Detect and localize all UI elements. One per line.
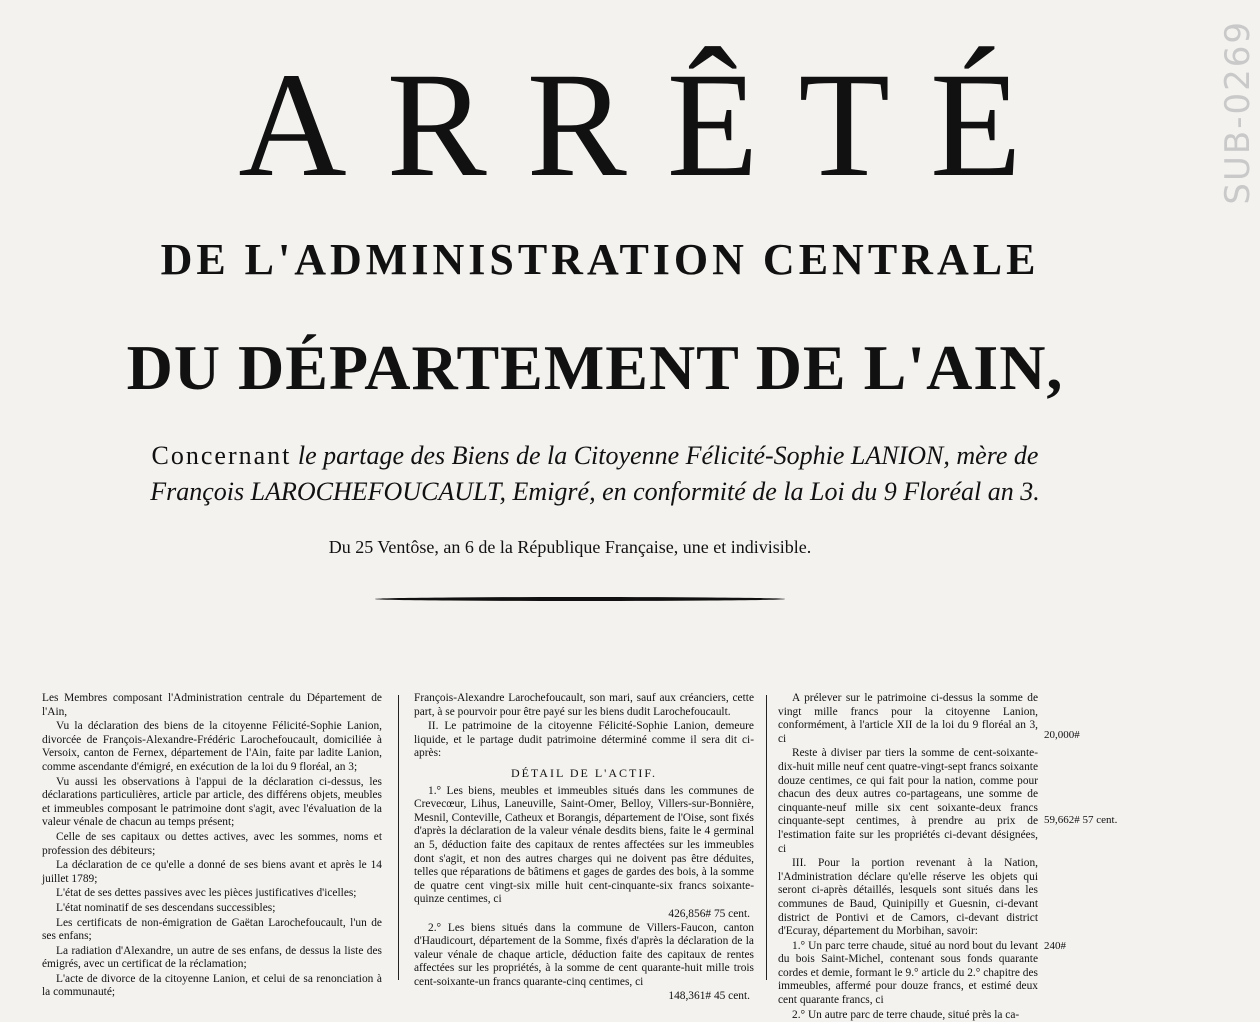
ornamental-rule: [375, 597, 785, 601]
column-divider: [398, 695, 399, 980]
margin-amount: 59,662# 57 cent.: [1044, 814, 1118, 826]
paragraph: L'état nominatif de ses descendans successibles;: [56, 901, 276, 914]
concern-paragraph: [55, 438, 1135, 510]
margin-amount: 240#: [1044, 940, 1066, 952]
dateline: Du 25 Ventôse, an 6 de la République Française, une et indivisible.: [328, 537, 812, 557]
archive-shelfmark: SUB-0269: [1218, 20, 1258, 205]
paragraph: III. Pour la portion revenant à la Nation, l'Administration déclare qu'elle réserve les objets qui seront ci-après détaillés, lesquels sont situés dans les communes de Baud, Quinipilly et Guesnin, ci-devant district de Pontivi et de Camors, ci-devant district d'Ecuray, département du Morbihan, savoir:: [778, 857, 1038, 938]
concern-text-line1: le partage des Biens de la Citoyenne Félicité-Sophie LANION, mère de: [297, 441, 1039, 470]
paragraph: François-Alexandre Larochefoucault, son mari, sauf aux créanciers, cette part, à se pourvoir pour être payé sur les biens dudit Larochefoucault.: [414, 692, 754, 718]
amount: 426,856# 75 cent.: [668, 907, 750, 920]
concern-text-line2: François LAROCHEFOUCAULT, Emigré, en conformité de la Loi du 9 Floréal an 3.: [150, 477, 1040, 506]
paragraph: Vu aussi les observations à l'appui de la déclaration ci-dessus, les déclarations particulières, article par article, des différens objets, meubles et immeubles composant le patrimoine dont s'agit, avec l'évaluation de la valeur vénale de chacun au temps présent;: [42, 775, 382, 829]
paragraph: Vu la déclaration des biens de la citoyenne Félicité-Sophie Lanion, divorcée de François-Alexandre-Frédéric Larochefoucault, domiciliée à Versoix, canton de Fernex, département de l'Ain, faite par ladite Lanion, comme ascendante d'émigré, en exécution de la loi du 9 floréal, an 3;: [42, 720, 382, 773]
margin-amount: 20,000#: [1044, 729, 1080, 741]
concern-lead: Concernant: [151, 441, 292, 470]
paragraph: La radiation d'Alexandre, un autre de ses enfans, de dessus la liste des émigrés, avec un certificat de la réclamation;: [42, 944, 382, 971]
text-column-2: [414, 692, 754, 1003]
paragraph: A prélever sur le patrimoine ci-dessus la somme de vingt mille francs pour la citoyenne Lanion, conformément, à l'article XII de la loi du 9 floréal an 3, ci: [778, 692, 1038, 745]
paragraph: Les Membres composant l'Administration centrale du Département de l'Ain,: [42, 692, 382, 718]
paragraph: Les certificats de non-émigration de Gaëtan Larochefoucault, l'un de ses enfans;: [42, 916, 382, 943]
paragraph: II. Le patrimoine de la citoyenne Félicité-Sophie Lanion, demeure liquide, et le partage dudit patrimoine déterminé comme il sera dit ci-après:: [414, 720, 754, 760]
section-heading-actif: DÉTAIL DE L'ACTIF.: [510, 765, 658, 780]
amount: 148,361# 45 cent.: [668, 990, 750, 1003]
page-title: ARRÊTÉ: [238, 42, 1062, 208]
subtitle-department: DU DÉPARTEMENT DE L'AIN,: [126, 332, 1064, 403]
paragraph: 2.° Les biens situés dans la commune de Villers-Faucon, canton d'Haudicourt, département de la Somme, fixés d'après la déclaration de la valeur vénale de chaque article, déduction faite des capitaux de rentes affectées sur les propriétés, à la somme de cent quarante-huit mille trois cent-soixante-un francs quarante-cinq centimes, ci: [414, 921, 754, 988]
paragraph: 1.° Les biens, meubles et immeubles situés dans les communes de Crevecœur, Lihus, Laneuville, Saint-Omer, Belloy, Villers-sur-Bonnière, Mesnil, Conteville, Catheux et Borangis, département de l'Oise, sont fixés d'après la déclaration de la valeur vénale desdits biens, faite le 4 germinal an 5, déduction faite des capitaux de rentes affectées sur les immeubles dont s'agit, et non des autres charges qui ne doivent pas être déduites, telles que réparations de bâtimens et gages de gardes des bois, à la somme de quatre cent vingt-six mille huit cent-cinquante-six francs soixante-quinze centimes, ci: [414, 784, 754, 906]
column-divider: [766, 695, 767, 980]
subtitle-administration: DE L'ADMINISTRATION CENTRALE: [160, 235, 1040, 284]
paragraph: 2.° Un autre parc de terre chaude, situé près la ca-: [792, 1008, 1020, 1021]
paragraph: L'acte de divorce de la citoyenne Lanion, et celui de sa renonciation à la communauté;: [42, 972, 382, 999]
paragraph: Reste à diviser par tiers la somme de cent-soixante-dix-huit mille neuf cent quatre-vingt-sept francs soixante douze centimes, ce qui fait pour la nation, comme pour chacun des deux autres co-partageans, une somme de cinquante-neuf mille six cent soixante-deux francs cinquante-sept centimes, à prendre au prix de l'estimation faite sur les propriétés ci-devant désignées, ci: [778, 747, 1038, 855]
paragraph: Celle de ses capitaux ou dettes actives, avec les sommes, noms et profession des débiteurs;: [42, 830, 382, 857]
text-column-1: [42, 692, 382, 999]
text-column-3: [778, 692, 1038, 1021]
paragraph: La déclaration de ce qu'elle a donné de ses biens avant et après le 14 juillet 1789;: [42, 859, 382, 885]
paragraph: L'état de ses dettes passives avec les pièces justificatives d'icelles;: [56, 887, 357, 900]
paragraph: 1.° Un parc terre chaude, situé au nord bout du levant du bois Saint-Michel, contenant sous fonds quarante cordes et demie, formant le 9.° article du 2.° chapitre des immeubles, affermé pour douze francs, et estimé deux cent quarante francs, ci: [778, 939, 1038, 1007]
